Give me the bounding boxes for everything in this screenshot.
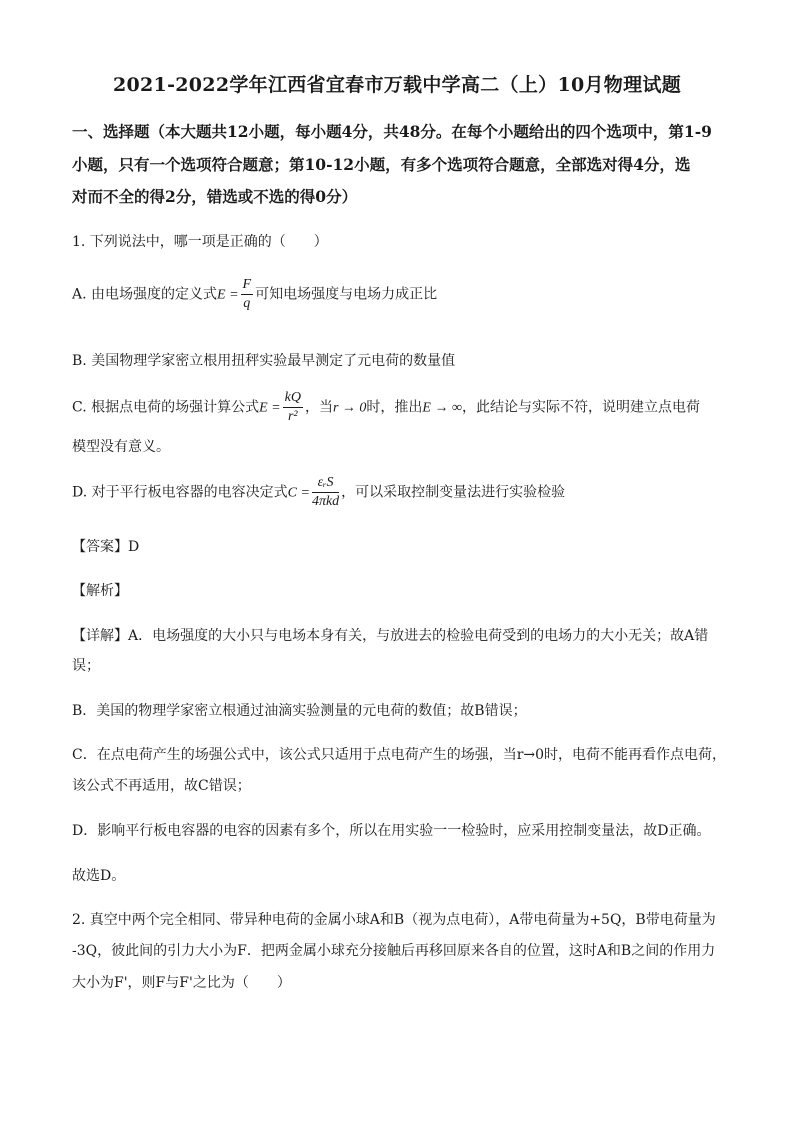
fraction-denominator: q [243,296,251,311]
choose-answer: 故选D。 [72,868,126,884]
detail-a-line-2: 误； [72,658,100,674]
option-a [72,276,437,313]
page-title: 2021-2022学年江西省宜春市万载中学高二（上）10月物理试题 [113,74,681,96]
option-c [72,389,700,426]
option-c-fraction [283,389,303,426]
option-d-fraction [312,474,339,511]
option-d-text: D. 对于平行板电容器的电容决定式 [72,484,288,501]
detail-c-line-2: 该公式不再适用，故C错误； [72,778,251,794]
question-2-line-1: 2. 真空中两个完全相同、带异种电荷的金属小球A和B（视为点电荷），A带电荷量为+5Q，B带电荷量为 [72,912,716,928]
option-b: B. 美国物理学家密立根用扭秤实验最早测定了元电荷的数量值 [72,353,456,369]
fraction-numerator: kQ [283,389,303,408]
option-c-text-2: ，当 [304,399,333,416]
section-header-line-2: 小题，只有一个选项符合题意；第10-12小题，有多个选项符合题意，全部选对得4分，选 [72,155,691,174]
question-1-stem: 1. 下列说法中，哪一项是正确的（ ） [72,234,328,250]
option-c-line-2: 模型没有意义。 [72,439,170,455]
option-d-formula-lhs: C = [287,485,310,501]
detail-c-line-1: C．在点电荷产生的场强公式中，该公式只适用于点电荷产生的场强，当r→0时，电荷不能再看作点电荷， [72,747,727,763]
fraction-denominator: r² [287,409,298,424]
option-d [72,474,565,511]
fraction-denominator: 4πkd [311,494,340,509]
section-header-line-1: 一、选择题（本大题共12小题，每小题4分，共48分。在每个小题给出的四个选项中，第1-9 [72,122,712,141]
option-a-text: A. 由电场强度的定义式 [72,286,218,303]
option-c-result: E → ∞ [422,400,462,416]
option-c-formula-lhs: E = [259,400,281,416]
detail-d: D．影响平行板电容器的电容的因素有多个，所以在用实验一一检验时，应采用控制变量法，故D正确。 [72,823,711,839]
analysis-label: 【解析】 [72,583,128,599]
option-c-condition: r → 0 [332,400,367,416]
option-a-fraction [241,276,254,313]
option-d-conclusion: ，可以采取控制变量法进行实验检验 [341,484,566,501]
option-c-conclusion: ，此结论与实际不符，说明建立点电荷 [461,399,700,416]
option-c-text-3: 时，推出 [366,399,423,416]
option-a-formula-lhs: E = [217,287,239,303]
fraction-numerator: F [241,276,254,295]
question-2-line-2: -3Q，彼此间的引力大小为F．把两金属小球充分接触后再移回原来各自的位置，这时A和B之间的作用力 [72,943,716,959]
option-a-conclusion: 可知电场强度与电场力成正比 [255,286,438,303]
question-2-line-3: 大小为F'，则F与F'之比为（ ） [72,975,291,991]
section-header-line-3: 对而不全的得2分，错选或不选的得0分） [72,187,358,206]
detail-a-line-1: 【详解】A．电场强度的大小只与电场本身有关，与放进去的检验电荷受到的电场力的大小无关；故A错 [72,628,709,644]
fraction-numerator: εᵣS [312,474,339,493]
option-c-text: C. 根据点电荷的场强计算公式 [72,399,260,416]
answer-label: 【答案】D [72,539,140,555]
detail-b: B．美国的物理学家密立根通过油滴实验测量的元电荷的数值；故B错误； [72,703,527,719]
